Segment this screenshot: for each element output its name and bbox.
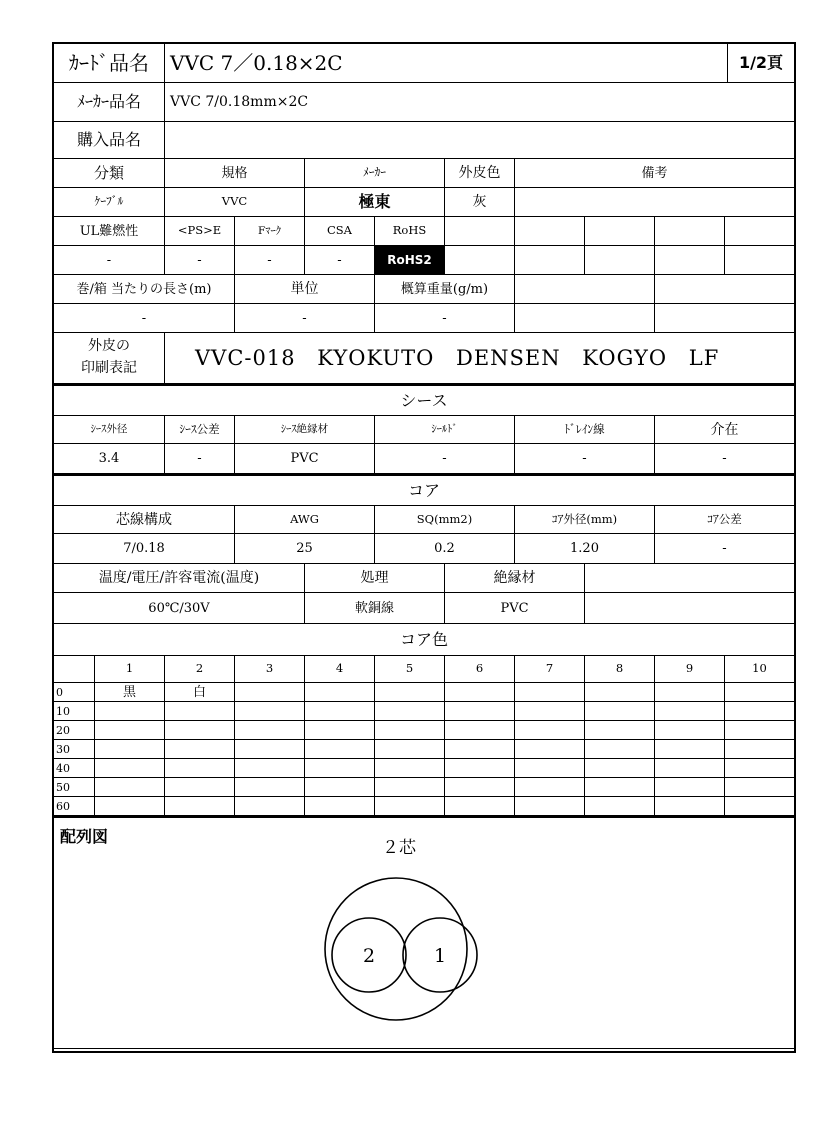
- rule: [54, 796, 794, 797]
- rule: [54, 739, 794, 740]
- cert-value: -: [106, 252, 112, 268]
- sheath-header: ｼｰﾙﾄﾞ: [431, 423, 458, 436]
- core-label-1: 1: [433, 945, 447, 967]
- color-row-header: 20: [56, 723, 70, 737]
- core-value2: PVC: [500, 600, 529, 616]
- cert-value: -: [267, 252, 272, 268]
- classification-header: ﾒｰｶｰ: [363, 165, 386, 180]
- sheath-title: シース: [400, 390, 448, 410]
- core-header2: 絶縁材: [493, 570, 536, 586]
- core-color-cell: 白: [192, 684, 206, 700]
- core-value: 7/0.18: [123, 541, 165, 556]
- core-value: -: [722, 541, 727, 556]
- core-value2: 軟銅線: [354, 600, 394, 616]
- core-title: コア: [407, 480, 440, 500]
- core-value: 0.2: [434, 541, 455, 556]
- packing-header: 巻/箱 当たりの長さ(m): [76, 281, 212, 297]
- core-value: 25: [296, 541, 313, 556]
- rule: [584, 563, 585, 623]
- core-color-cell: 黒: [122, 684, 136, 700]
- color-row-header: 10: [56, 704, 70, 718]
- card-name-label: ｶｰﾄﾞ品名: [69, 51, 149, 75]
- packing-header: 単位: [290, 281, 319, 297]
- cert-header: <PS>E: [177, 223, 222, 238]
- cert-value: -: [197, 252, 202, 268]
- core-color-title: コア色: [399, 629, 448, 649]
- cert-header: CSA: [327, 223, 352, 238]
- cert-header: Fﾏｰｸ: [257, 224, 282, 237]
- packing-value: -: [442, 310, 447, 326]
- purchase-name: [165, 122, 790, 158]
- classification-header: 規格: [221, 165, 248, 181]
- sheath-value: 3.4: [98, 451, 120, 466]
- rule: [54, 701, 794, 702]
- core-header: AWG: [290, 511, 319, 526]
- core-count-label: ２芯: [382, 837, 416, 858]
- classification-value: VVC: [221, 194, 248, 209]
- classification-value: 極東: [358, 192, 391, 211]
- classification-value: [515, 188, 794, 216]
- sheath-value: -: [197, 451, 202, 466]
- sheath-value: -: [582, 451, 587, 466]
- classification-value: ｹｰﾌﾞﾙ: [94, 194, 124, 209]
- sheath-value: PVC: [290, 451, 319, 466]
- rule: [54, 720, 794, 721]
- sheath-header: ｼｰｽ外径: [90, 423, 128, 436]
- packing-value: -: [141, 310, 147, 326]
- classification-header: 分類: [93, 163, 124, 182]
- core-header: 芯線構成: [116, 511, 172, 528]
- sheath-header: 介在: [710, 421, 739, 438]
- rule: [654, 274, 655, 332]
- rule: [514, 274, 515, 332]
- core-label-2: 2: [362, 945, 376, 967]
- color-row-header: 40: [56, 761, 70, 775]
- sheath-value: -: [722, 451, 727, 466]
- packing-value: -: [302, 310, 307, 326]
- classification-header: 備考: [641, 165, 668, 181]
- color-column-header: 9: [685, 661, 694, 676]
- packing-header: 概算重量(g/m): [400, 281, 489, 297]
- rule: [724, 216, 725, 274]
- purchase-name-label: 購入品名: [76, 130, 141, 149]
- rule: [654, 216, 655, 274]
- color-column-header: 8: [615, 661, 624, 676]
- sheath-header: ｼｰｽ絶縁材: [280, 423, 329, 436]
- core-value: 1.20: [570, 541, 599, 556]
- sheath-value: -: [442, 451, 447, 466]
- rule: [54, 777, 794, 778]
- rule: [54, 815, 794, 818]
- color-column-header: 4: [335, 661, 344, 676]
- core-arrangement-diagram: [314, 869, 484, 1034]
- rule: [514, 216, 515, 274]
- color-row-header: 0: [56, 685, 63, 699]
- core-header2: 処理: [360, 570, 389, 586]
- cert-value: -: [337, 252, 342, 268]
- printing-text: VVC-018 KYOKUTO DENSEN KOGYO LF: [195, 345, 720, 370]
- layout-title: 配列図: [60, 827, 109, 846]
- sheath-header: ｼｰｽ公差: [179, 421, 220, 436]
- classification-header: 外皮色: [458, 165, 501, 181]
- core-header: ｺｱ公差: [707, 511, 742, 526]
- core-value2: 60℃/30V: [148, 600, 210, 616]
- sheath-header: ﾄﾞﾚｲﾝ線: [564, 421, 605, 436]
- spec-card: [52, 42, 796, 1053]
- rule: [584, 216, 585, 274]
- color-column-header: 2: [195, 661, 204, 676]
- color-column-header: 7: [545, 661, 554, 676]
- page-number: 1/2頁: [738, 53, 784, 72]
- rohs-badge: RoHS2: [375, 246, 444, 274]
- cert-header: UL難燃性: [79, 223, 139, 239]
- maker-name: VVC 7/0.18mm×2C: [170, 94, 309, 110]
- color-column-header: 10: [752, 661, 767, 676]
- rule: [444, 216, 445, 274]
- printing-label-line2: 印刷表記: [81, 360, 137, 376]
- core-header2: 温度/電圧/許容電流(温度): [98, 570, 260, 586]
- color-row-header: 50: [56, 780, 70, 794]
- card-name: VVC 7／0.18×2C: [170, 51, 343, 75]
- color-row-header: 60: [56, 799, 70, 813]
- cert-header: RoHS: [392, 223, 427, 238]
- color-column-header: 6: [475, 661, 484, 676]
- rule: [54, 1048, 794, 1049]
- rule: [54, 758, 794, 759]
- printing-label: [54, 333, 164, 383]
- classification-value: 灰: [472, 194, 487, 210]
- core-header: SQ(mm2): [416, 511, 473, 526]
- printing-label-line1: 外皮の: [88, 338, 130, 355]
- core-header: ｺｱ外径(mm): [551, 511, 618, 526]
- maker-name-label: ﾒｰｶｰ品名: [76, 92, 141, 111]
- color-column-header: 3: [265, 661, 274, 676]
- color-row-header: 30: [56, 742, 70, 756]
- color-column-header: 1: [125, 661, 134, 676]
- color-column-header: 5: [405, 661, 414, 676]
